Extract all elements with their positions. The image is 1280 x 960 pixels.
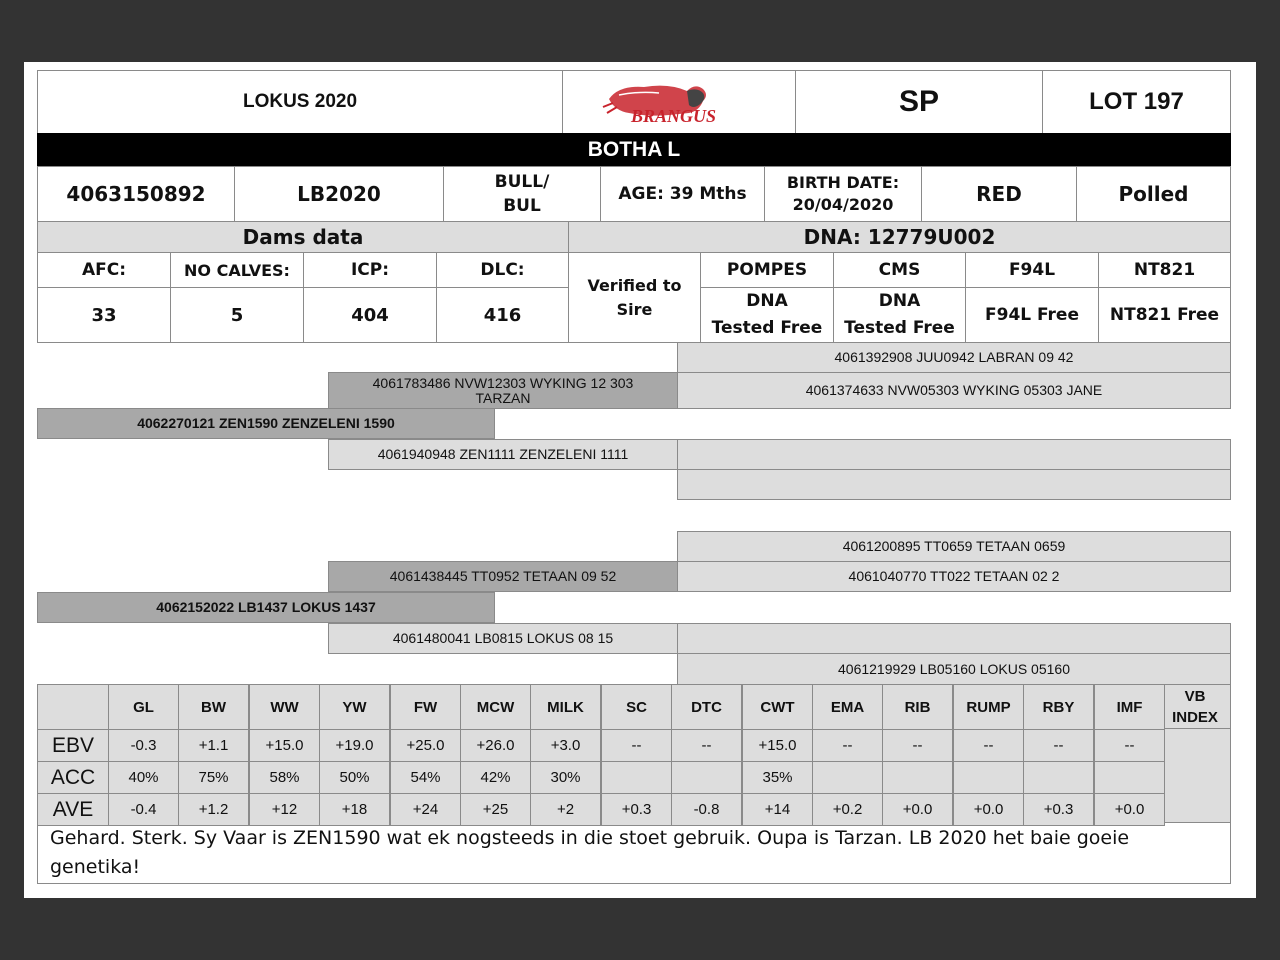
bv-cell-ebv-dtc: -- bbox=[671, 729, 742, 762]
pompes-label: POMPES bbox=[700, 252, 834, 288]
bv-cell-acc-imf bbox=[1094, 761, 1165, 794]
brangus-logo bbox=[562, 70, 796, 134]
bv-cell-ave-ema: +0.2 bbox=[812, 793, 883, 826]
animal-age: AGE: 39 Mths bbox=[600, 166, 765, 222]
bv-cell-ebv-ema: -- bbox=[812, 729, 883, 762]
bv-cell-acc-gl: 40% bbox=[108, 761, 179, 794]
pedigree-sire-dam-dam bbox=[677, 469, 1231, 500]
lot-number: LOT 197 bbox=[1042, 70, 1231, 134]
birth-date: BIRTH DATE: 20/04/2020 bbox=[764, 166, 922, 222]
dlc-value: 416 bbox=[436, 287, 569, 343]
bv-cell-acc-ema bbox=[812, 761, 883, 794]
bv-cell-acc-dtc bbox=[671, 761, 742, 794]
bv-cell-ave-bw: +1.2 bbox=[178, 793, 249, 826]
bv-header-dtc: DTC bbox=[671, 684, 742, 730]
bull-logo-icon bbox=[599, 77, 759, 127]
bv-header-gl: GL bbox=[108, 684, 179, 730]
pedigree-sire-dam-sire bbox=[677, 439, 1231, 470]
pedigree-dam: 4062152022 LB1437 LOKUS 1437 bbox=[37, 592, 495, 623]
bv-cell-acc-mcw: 42% bbox=[460, 761, 531, 794]
code-label: SP bbox=[795, 70, 1043, 134]
bv-header-rby: RBY bbox=[1023, 684, 1094, 730]
comments: Gehard. Sterk. Sy Vaar is ZEN1590 wat ek nogsteeds in die stoet gebruik. Oupa is Tarzan. LB 2020 het baie goeie genetika! bbox=[37, 822, 1231, 884]
bv-cell-ebv-ww: +15.0 bbox=[249, 729, 320, 762]
bv-cell-ave-imf: +0.0 bbox=[1094, 793, 1165, 826]
bv-header-mcw: MCW bbox=[460, 684, 531, 730]
bv-header-imf: IMF bbox=[1094, 684, 1165, 730]
bv-cell-ebv-imf: -- bbox=[1094, 729, 1165, 762]
bv-header-cwt: CWT bbox=[742, 684, 813, 730]
bv-cell-ave-cwt: +14 bbox=[742, 793, 813, 826]
bv-cell-ave-mcw: +25 bbox=[460, 793, 531, 826]
bv-row-label-ave: AVE bbox=[37, 793, 109, 826]
bv-header-yw: YW bbox=[319, 684, 390, 730]
pedigree-dam-dam: 4061480041 LB0815 LOKUS 08 15 bbox=[328, 623, 678, 654]
cms-label: CMS bbox=[833, 252, 966, 288]
icp-value: 404 bbox=[303, 287, 437, 343]
bv-cell-acc-sc bbox=[601, 761, 672, 794]
bv-cell-ebv-bw: +1.1 bbox=[178, 729, 249, 762]
bv-cell-acc-rump bbox=[953, 761, 1024, 794]
bv-header-milk: MILK bbox=[530, 684, 601, 730]
icp-label: ICP: bbox=[303, 252, 437, 288]
pedigree-sire-sire: 4061783486 NVW12303 WYKING 12 303 TARZAN bbox=[328, 372, 678, 409]
bv-cell-ave-sc: +0.3 bbox=[601, 793, 672, 826]
animal-color: RED bbox=[921, 166, 1077, 222]
nt821-label: NT821 bbox=[1098, 252, 1231, 288]
bv-header-ww: WW bbox=[249, 684, 320, 730]
bv-header-rib: RIB bbox=[882, 684, 953, 730]
bv-cell-ave-rby: +0.3 bbox=[1023, 793, 1094, 826]
vb-index-header: VB INDEX bbox=[1159, 684, 1231, 729]
bv-header-bw: BW bbox=[178, 684, 249, 730]
bv-cell-ebv-rby: -- bbox=[1023, 729, 1094, 762]
bv-cell-acc-bw: 75% bbox=[178, 761, 249, 794]
animal-tag: LB2020 bbox=[234, 166, 444, 222]
bv-cell-acc-yw: 50% bbox=[319, 761, 390, 794]
animal-name-bar: BOTHA L bbox=[37, 133, 1231, 167]
bv-header-sc: SC bbox=[601, 684, 672, 730]
bv-header-fw: FW bbox=[390, 684, 461, 730]
bv-cell-ebv-mcw: +26.0 bbox=[460, 729, 531, 762]
bv-cell-acc-rib bbox=[882, 761, 953, 794]
pedigree-sire-sire-sire: 4061392908 JUU0942 LABRAN 09 42 bbox=[677, 342, 1231, 373]
pedigree-sire-dam: 4061940948 ZEN1111 ZENZELENI 1111 bbox=[328, 439, 678, 470]
horn-status: Polled bbox=[1076, 166, 1231, 222]
bv-header-rump: RUMP bbox=[953, 684, 1024, 730]
bv-cell-ave-dtc: -0.8 bbox=[671, 793, 742, 826]
bv-cell-ave-rump: +0.0 bbox=[953, 793, 1024, 826]
bv-cell-acc-milk: 30% bbox=[530, 761, 601, 794]
pedigree-dam-dam-sire bbox=[677, 623, 1231, 654]
animal-id: 4063150892 bbox=[37, 166, 235, 222]
cms-result: DNA Tested Free bbox=[833, 287, 966, 343]
bv-corner-cell bbox=[37, 684, 109, 730]
animal-sex: BULL/ BUL bbox=[443, 166, 601, 222]
bv-cell-acc-ww: 58% bbox=[249, 761, 320, 794]
bv-cell-ebv-gl: -0.3 bbox=[108, 729, 179, 762]
afc-label: AFC: bbox=[37, 252, 171, 288]
bv-cell-ave-rib: +0.0 bbox=[882, 793, 953, 826]
nt821-result: NT821 Free bbox=[1098, 287, 1231, 343]
verified-to-sire: Verified to Sire bbox=[568, 252, 701, 343]
bv-cell-ave-ww: +12 bbox=[249, 793, 320, 826]
sale-name: LOKUS 2020 bbox=[37, 70, 563, 134]
pedigree-dam-sire-dam: 4061040770 TT022 TETAAN 02 2 bbox=[677, 561, 1231, 592]
dams-title: Dams data bbox=[37, 221, 569, 253]
bv-cell-ave-yw: +18 bbox=[319, 793, 390, 826]
bv-cell-acc-rby bbox=[1023, 761, 1094, 794]
bv-cell-ave-gl: -0.4 bbox=[108, 793, 179, 826]
bv-cell-ave-milk: +2 bbox=[530, 793, 601, 826]
bv-cell-ebv-cwt: +15.0 bbox=[742, 729, 813, 762]
bv-row-label-ebv: EBV bbox=[37, 729, 109, 762]
bv-cell-ebv-milk: +3.0 bbox=[530, 729, 601, 762]
afc-value: 33 bbox=[37, 287, 171, 343]
bv-row-label-acc: ACC bbox=[37, 761, 109, 794]
no-calves-label: NO CALVES: bbox=[170, 252, 304, 288]
bv-cell-ebv-yw: +19.0 bbox=[319, 729, 390, 762]
bv-cell-acc-cwt: 35% bbox=[742, 761, 813, 794]
svg-text:BRANGUS: BRANGUS bbox=[631, 106, 717, 126]
bv-cell-ave-fw: +24 bbox=[390, 793, 461, 826]
bv-cell-ebv-sc: -- bbox=[601, 729, 672, 762]
pedigree-dam-sire-sire: 4061200895 TT0659 TETAAN 0659 bbox=[677, 531, 1231, 562]
dlc-label: DLC: bbox=[436, 252, 569, 288]
pedigree-dam-sire: 4061438445 TT0952 TETAAN 09 52 bbox=[328, 561, 678, 592]
f94l-label: F94L bbox=[965, 252, 1099, 288]
bv-cell-ebv-rib: -- bbox=[882, 729, 953, 762]
bv-header-ema: EMA bbox=[812, 684, 883, 730]
bv-cell-ebv-rump: -- bbox=[953, 729, 1024, 762]
lot-sheet bbox=[24, 62, 1256, 898]
pedigree-sire-sire-dam: 4061374633 NVW05303 WYKING 05303 JANE bbox=[677, 372, 1231, 409]
no-calves-value: 5 bbox=[170, 287, 304, 343]
vb-index-value bbox=[1159, 728, 1231, 823]
pedigree-dam-dam-dam: 4061219929 LB05160 LOKUS 05160 bbox=[677, 653, 1231, 685]
pompes-result: DNA Tested Free bbox=[700, 287, 834, 343]
bv-cell-acc-fw: 54% bbox=[390, 761, 461, 794]
pedigree-sire: 4062270121 ZEN1590 ZENZELENI 1590 bbox=[37, 408, 495, 439]
bv-cell-ebv-fw: +25.0 bbox=[390, 729, 461, 762]
dna-title: DNA: 12779U002 bbox=[568, 221, 1231, 253]
f94l-result: F94L Free bbox=[965, 287, 1099, 343]
